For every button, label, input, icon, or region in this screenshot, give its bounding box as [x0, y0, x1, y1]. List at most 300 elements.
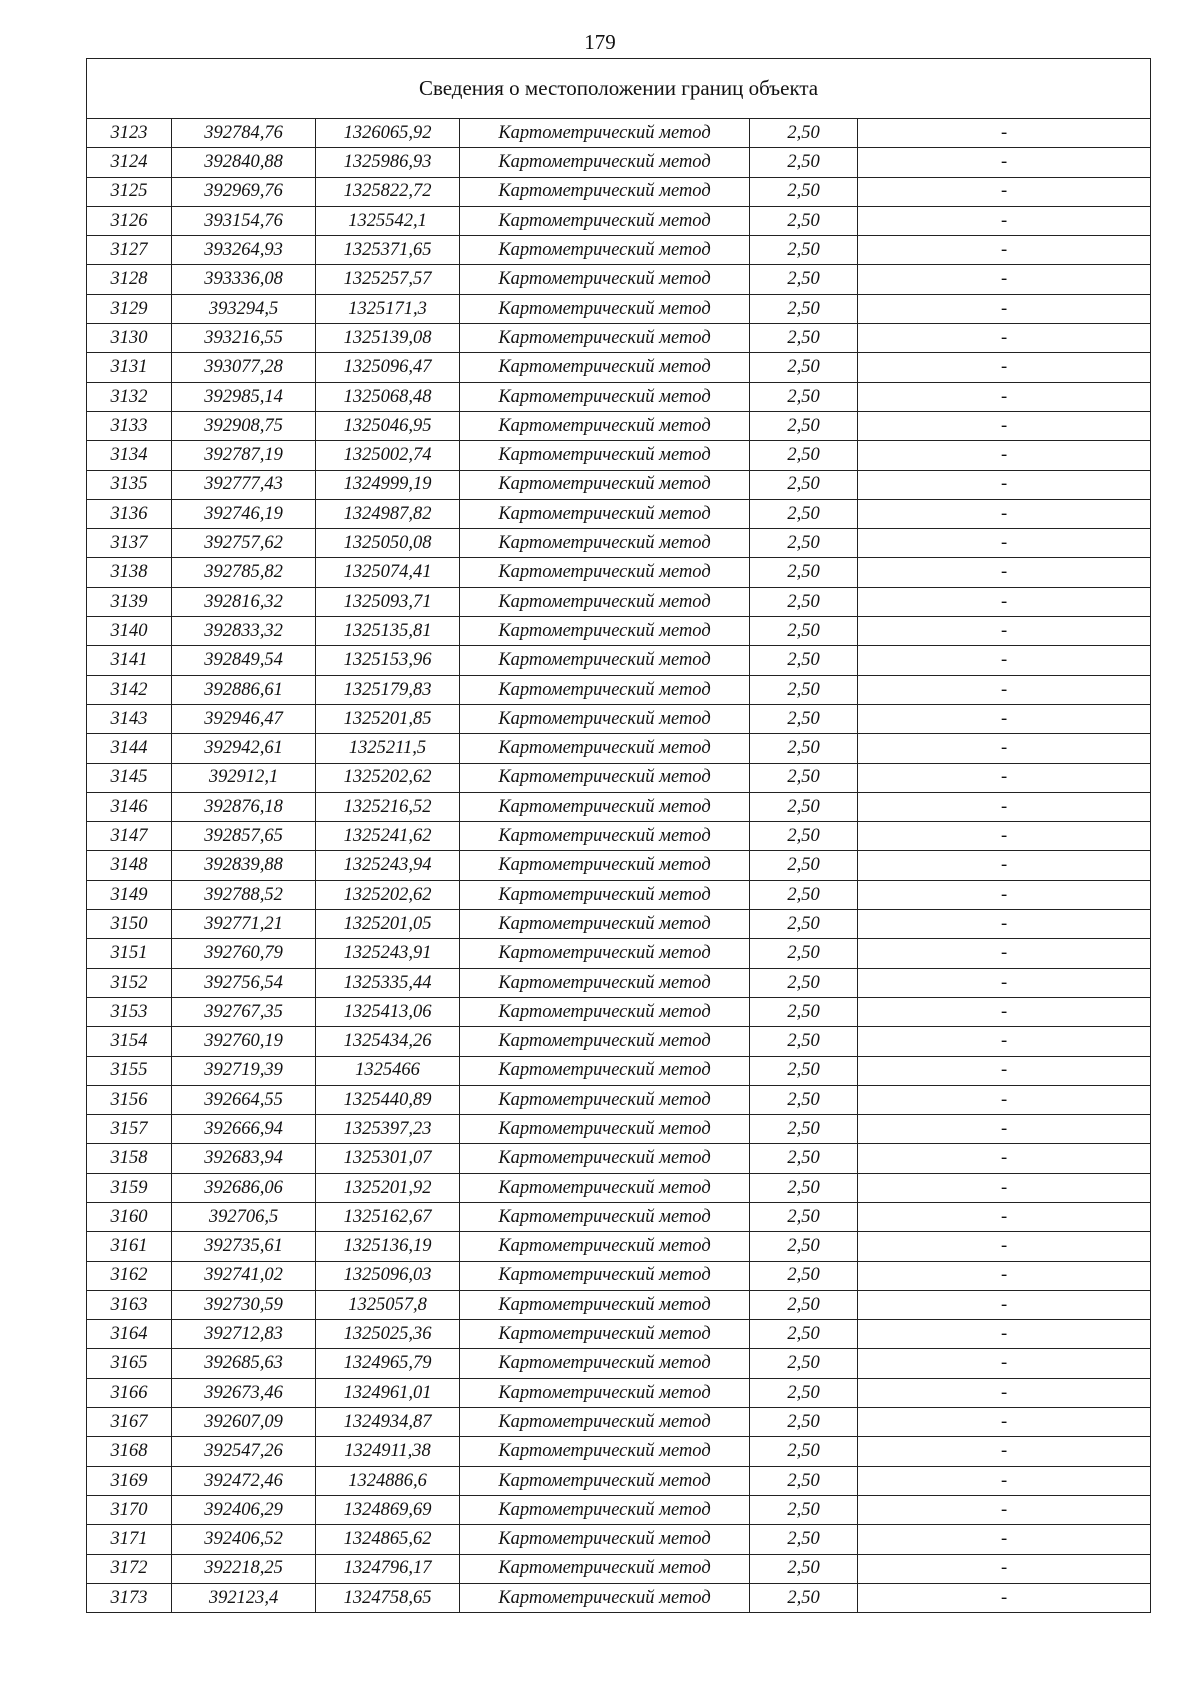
method-cell: Картометрический метод [460, 734, 750, 763]
point-number-cell: 3155 [87, 1056, 172, 1085]
method-cell: Картометрический метод [460, 968, 750, 997]
accuracy-cell: 2,50 [750, 206, 858, 235]
method-cell: Картометрический метод [460, 499, 750, 528]
accuracy-cell: 2,50 [750, 441, 858, 470]
x-coordinate-cell: 392719,39 [172, 1056, 316, 1085]
method-cell: Картометрический метод [460, 177, 750, 206]
accuracy-cell: 2,50 [750, 177, 858, 206]
description-cell: - [858, 529, 1151, 558]
description-cell: - [858, 1583, 1151, 1612]
table-row [87, 1349, 1151, 1378]
coordinates-table [86, 58, 1151, 1613]
point-number-cell: 3149 [87, 880, 172, 909]
y-coordinate-cell: 1325179,83 [316, 675, 460, 704]
table-row [87, 646, 1151, 675]
method-cell: Картометрический метод [460, 822, 750, 851]
point-number-cell: 3131 [87, 353, 172, 382]
point-number-cell: 3138 [87, 558, 172, 587]
description-cell: - [858, 1437, 1151, 1466]
description-cell: - [858, 1173, 1151, 1202]
table-row [87, 1115, 1151, 1144]
point-number-cell: 3165 [87, 1349, 172, 1378]
method-cell: Картометрический метод [460, 529, 750, 558]
y-coordinate-cell: 1325440,89 [316, 1085, 460, 1114]
x-coordinate-cell: 392760,79 [172, 939, 316, 968]
x-coordinate-cell: 392942,61 [172, 734, 316, 763]
accuracy-cell: 2,50 [750, 148, 858, 177]
table-row [87, 1466, 1151, 1495]
x-coordinate-cell: 392673,46 [172, 1378, 316, 1407]
method-cell: Картометрический метод [460, 880, 750, 909]
x-coordinate-cell: 392816,32 [172, 587, 316, 616]
y-coordinate-cell: 1325050,08 [316, 529, 460, 558]
table-row [87, 851, 1151, 880]
accuracy-cell: 2,50 [750, 822, 858, 851]
accuracy-cell: 2,50 [750, 499, 858, 528]
y-coordinate-cell: 1325371,65 [316, 236, 460, 265]
accuracy-cell: 2,50 [750, 646, 858, 675]
accuracy-cell: 2,50 [750, 382, 858, 411]
table-row [87, 1320, 1151, 1349]
method-cell: Картометрический метод [460, 617, 750, 646]
method-cell: Картометрический метод [460, 1408, 750, 1437]
point-number-cell: 3126 [87, 206, 172, 235]
y-coordinate-cell: 1325241,62 [316, 822, 460, 851]
table-row [87, 499, 1151, 528]
accuracy-cell: 2,50 [750, 1466, 858, 1495]
description-cell: - [858, 1466, 1151, 1495]
table-caption-row [87, 59, 1151, 119]
table-row [87, 353, 1151, 382]
y-coordinate-cell: 1325068,48 [316, 382, 460, 411]
description-cell: - [858, 1349, 1151, 1378]
y-coordinate-cell: 1325542,1 [316, 206, 460, 235]
method-cell: Картометрический метод [460, 851, 750, 880]
description-cell: - [858, 499, 1151, 528]
point-number-cell: 3135 [87, 470, 172, 499]
y-coordinate-cell: 1325434,26 [316, 1027, 460, 1056]
table-row [87, 1027, 1151, 1056]
accuracy-cell: 2,50 [750, 704, 858, 733]
y-coordinate-cell: 1325139,08 [316, 324, 460, 353]
description-cell: - [858, 968, 1151, 997]
x-coordinate-cell: 392985,14 [172, 382, 316, 411]
point-number-cell: 3123 [87, 119, 172, 148]
accuracy-cell: 2,50 [750, 1232, 858, 1261]
method-cell: Картометрический метод [460, 206, 750, 235]
y-coordinate-cell: 1325216,52 [316, 792, 460, 821]
method-cell: Картометрический метод [460, 1173, 750, 1202]
point-number-cell: 3172 [87, 1554, 172, 1583]
x-coordinate-cell: 392741,02 [172, 1261, 316, 1290]
accuracy-cell: 2,50 [750, 939, 858, 968]
table-row [87, 441, 1151, 470]
point-number-cell: 3124 [87, 148, 172, 177]
method-cell: Картометрический метод [460, 324, 750, 353]
accuracy-cell: 2,50 [750, 880, 858, 909]
method-cell: Картометрический метод [460, 704, 750, 733]
method-cell: Картометрический метод [460, 119, 750, 148]
description-cell: - [858, 1261, 1151, 1290]
point-number-cell: 3141 [87, 646, 172, 675]
method-cell: Картометрический метод [460, 1290, 750, 1319]
table-row [87, 1378, 1151, 1407]
x-coordinate-cell: 393077,28 [172, 353, 316, 382]
y-coordinate-cell: 1325096,03 [316, 1261, 460, 1290]
table-row [87, 1144, 1151, 1173]
description-cell: - [858, 792, 1151, 821]
method-cell: Картометрический метод [460, 675, 750, 704]
accuracy-cell: 2,50 [750, 1085, 858, 1114]
accuracy-cell: 2,50 [750, 119, 858, 148]
description-cell: - [858, 734, 1151, 763]
method-cell: Картометрический метод [460, 910, 750, 939]
accuracy-cell: 2,50 [750, 1349, 858, 1378]
method-cell: Картометрический метод [460, 1437, 750, 1466]
table-row [87, 411, 1151, 440]
accuracy-cell: 2,50 [750, 529, 858, 558]
accuracy-cell: 2,50 [750, 1437, 858, 1466]
y-coordinate-cell: 1325822,72 [316, 177, 460, 206]
table-row [87, 1056, 1151, 1085]
point-number-cell: 3142 [87, 675, 172, 704]
x-coordinate-cell: 392735,61 [172, 1232, 316, 1261]
y-coordinate-cell: 1324758,65 [316, 1583, 460, 1612]
y-coordinate-cell: 1325046,95 [316, 411, 460, 440]
y-coordinate-cell: 1324796,17 [316, 1554, 460, 1583]
description-cell: - [858, 822, 1151, 851]
description-cell: - [858, 675, 1151, 704]
x-coordinate-cell: 392767,35 [172, 997, 316, 1026]
y-coordinate-cell: 1325162,67 [316, 1202, 460, 1231]
table-row [87, 1085, 1151, 1114]
point-number-cell: 3129 [87, 294, 172, 323]
description-cell: - [858, 851, 1151, 880]
point-number-cell: 3157 [87, 1115, 172, 1144]
description-cell: - [858, 382, 1151, 411]
description-cell: - [858, 265, 1151, 294]
description-cell: - [858, 353, 1151, 382]
point-number-cell: 3132 [87, 382, 172, 411]
accuracy-cell: 2,50 [750, 1525, 858, 1554]
description-cell: - [858, 470, 1151, 499]
accuracy-cell: 2,50 [750, 1173, 858, 1202]
accuracy-cell: 2,50 [750, 1554, 858, 1583]
y-coordinate-cell: 1325202,62 [316, 880, 460, 909]
description-cell: - [858, 704, 1151, 733]
table-row [87, 324, 1151, 353]
description-cell: - [858, 763, 1151, 792]
x-coordinate-cell: 392912,1 [172, 763, 316, 792]
y-coordinate-cell: 1325093,71 [316, 587, 460, 616]
description-cell: - [858, 939, 1151, 968]
accuracy-cell: 2,50 [750, 558, 858, 587]
table-row [87, 1437, 1151, 1466]
x-coordinate-cell: 392683,94 [172, 1144, 316, 1173]
accuracy-cell: 2,50 [750, 587, 858, 616]
x-coordinate-cell: 392712,83 [172, 1320, 316, 1349]
description-cell: - [858, 324, 1151, 353]
description-cell: - [858, 1144, 1151, 1173]
table-row [87, 529, 1151, 558]
table-row [87, 1525, 1151, 1554]
y-coordinate-cell: 1324934,87 [316, 1408, 460, 1437]
method-cell: Картометрический метод [460, 353, 750, 382]
x-coordinate-cell: 392785,82 [172, 558, 316, 587]
description-cell: - [858, 1056, 1151, 1085]
description-cell: - [858, 558, 1151, 587]
y-coordinate-cell: 1324999,19 [316, 470, 460, 499]
table-row [87, 206, 1151, 235]
method-cell: Картометрический метод [460, 1349, 750, 1378]
point-number-cell: 3153 [87, 997, 172, 1026]
description-cell: - [858, 294, 1151, 323]
method-cell: Картометрический метод [460, 1144, 750, 1173]
point-number-cell: 3150 [87, 910, 172, 939]
table-row [87, 1495, 1151, 1524]
y-coordinate-cell: 1324911,38 [316, 1437, 460, 1466]
point-number-cell: 3173 [87, 1583, 172, 1612]
x-coordinate-cell: 392406,29 [172, 1495, 316, 1524]
x-coordinate-cell: 392746,19 [172, 499, 316, 528]
accuracy-cell: 2,50 [750, 411, 858, 440]
method-cell: Картометрический метод [460, 1261, 750, 1290]
accuracy-cell: 2,50 [750, 1290, 858, 1319]
description-cell: - [858, 1027, 1151, 1056]
x-coordinate-cell: 392777,43 [172, 470, 316, 499]
description-cell: - [858, 646, 1151, 675]
y-coordinate-cell: 1324965,79 [316, 1349, 460, 1378]
accuracy-cell: 2,50 [750, 910, 858, 939]
x-coordinate-cell: 392730,59 [172, 1290, 316, 1319]
table-row [87, 177, 1151, 206]
x-coordinate-cell: 392886,61 [172, 675, 316, 704]
method-cell: Картометрический метод [460, 411, 750, 440]
table-row [87, 968, 1151, 997]
accuracy-cell: 2,50 [750, 294, 858, 323]
description-cell: - [858, 236, 1151, 265]
x-coordinate-cell: 392839,88 [172, 851, 316, 880]
accuracy-cell: 2,50 [750, 324, 858, 353]
method-cell: Картометрический метод [460, 1554, 750, 1583]
method-cell: Картометрический метод [460, 646, 750, 675]
description-cell: - [858, 1525, 1151, 1554]
x-coordinate-cell: 392218,25 [172, 1554, 316, 1583]
point-number-cell: 3156 [87, 1085, 172, 1114]
y-coordinate-cell: 1325202,62 [316, 763, 460, 792]
description-cell: - [858, 148, 1151, 177]
y-coordinate-cell: 1325057,8 [316, 1290, 460, 1319]
description-cell: - [858, 441, 1151, 470]
point-number-cell: 3133 [87, 411, 172, 440]
x-coordinate-cell: 393336,08 [172, 265, 316, 294]
table-row [87, 148, 1151, 177]
x-coordinate-cell: 392840,88 [172, 148, 316, 177]
x-coordinate-cell: 392607,09 [172, 1408, 316, 1437]
x-coordinate-cell: 392664,55 [172, 1085, 316, 1114]
accuracy-cell: 2,50 [750, 968, 858, 997]
table-row [87, 675, 1151, 704]
accuracy-cell: 2,50 [750, 675, 858, 704]
method-cell: Картометрический метод [460, 1583, 750, 1612]
table-row [87, 734, 1151, 763]
description-cell: - [858, 1290, 1151, 1319]
y-coordinate-cell: 1325301,07 [316, 1144, 460, 1173]
method-cell: Картометрический метод [460, 1495, 750, 1524]
method-cell: Картометрический метод [460, 792, 750, 821]
description-cell: - [858, 880, 1151, 909]
point-number-cell: 3139 [87, 587, 172, 616]
table-row [87, 294, 1151, 323]
point-number-cell: 3160 [87, 1202, 172, 1231]
table-row [87, 1583, 1151, 1612]
table-row [87, 910, 1151, 939]
method-cell: Картометрический метод [460, 1466, 750, 1495]
x-coordinate-cell: 392833,32 [172, 617, 316, 646]
method-cell: Картометрический метод [460, 1232, 750, 1261]
method-cell: Картометрический метод [460, 1320, 750, 1349]
point-number-cell: 3128 [87, 265, 172, 294]
x-coordinate-cell: 392771,21 [172, 910, 316, 939]
x-coordinate-cell: 392706,5 [172, 1202, 316, 1231]
method-cell: Картометрический метод [460, 1202, 750, 1231]
description-cell: - [858, 206, 1151, 235]
y-coordinate-cell: 1324886,6 [316, 1466, 460, 1495]
y-coordinate-cell: 1325413,06 [316, 997, 460, 1026]
y-coordinate-cell: 1324865,62 [316, 1525, 460, 1554]
table-row [87, 1290, 1151, 1319]
method-cell: Картометрический метод [460, 236, 750, 265]
table-row [87, 1202, 1151, 1231]
method-cell: Картометрический метод [460, 294, 750, 323]
y-coordinate-cell: 1325171,3 [316, 294, 460, 323]
description-cell: - [858, 1378, 1151, 1407]
table-row [87, 939, 1151, 968]
y-coordinate-cell: 1325986,93 [316, 148, 460, 177]
point-number-cell: 3140 [87, 617, 172, 646]
accuracy-cell: 2,50 [750, 1144, 858, 1173]
accuracy-cell: 2,50 [750, 1027, 858, 1056]
accuracy-cell: 2,50 [750, 1056, 858, 1085]
description-cell: - [858, 1115, 1151, 1144]
table-row [87, 587, 1151, 616]
x-coordinate-cell: 392969,76 [172, 177, 316, 206]
method-cell: Картометрический метод [460, 587, 750, 616]
point-number-cell: 3162 [87, 1261, 172, 1290]
point-number-cell: 3147 [87, 822, 172, 851]
x-coordinate-cell: 392946,47 [172, 704, 316, 733]
x-coordinate-cell: 392547,26 [172, 1437, 316, 1466]
method-cell: Картометрический метод [460, 939, 750, 968]
description-cell: - [858, 1085, 1151, 1114]
point-number-cell: 3145 [87, 763, 172, 792]
accuracy-cell: 2,50 [750, 236, 858, 265]
x-coordinate-cell: 392472,46 [172, 1466, 316, 1495]
x-coordinate-cell: 392666,94 [172, 1115, 316, 1144]
y-coordinate-cell: 1325397,23 [316, 1115, 460, 1144]
method-cell: Картометрический метод [460, 1115, 750, 1144]
point-number-cell: 3136 [87, 499, 172, 528]
table-row [87, 265, 1151, 294]
table-row [87, 119, 1151, 148]
table-row [87, 1232, 1151, 1261]
x-coordinate-cell: 393264,93 [172, 236, 316, 265]
point-number-cell: 3148 [87, 851, 172, 880]
table-row [87, 1554, 1151, 1583]
table-title: Сведения о местоположении границ объекта [87, 59, 1151, 119]
method-cell: Картометрический метод [460, 1027, 750, 1056]
point-number-cell: 3144 [87, 734, 172, 763]
y-coordinate-cell: 1325136,19 [316, 1232, 460, 1261]
x-coordinate-cell: 392406,52 [172, 1525, 316, 1554]
method-cell: Картометрический метод [460, 1056, 750, 1085]
description-cell: - [858, 1408, 1151, 1437]
y-coordinate-cell: 1325257,57 [316, 265, 460, 294]
table-row [87, 704, 1151, 733]
y-coordinate-cell: 1325153,96 [316, 646, 460, 675]
y-coordinate-cell: 1324869,69 [316, 1495, 460, 1524]
accuracy-cell: 2,50 [750, 617, 858, 646]
y-coordinate-cell: 1325211,5 [316, 734, 460, 763]
y-coordinate-cell: 1325074,41 [316, 558, 460, 587]
x-coordinate-cell: 392849,54 [172, 646, 316, 675]
point-number-cell: 3168 [87, 1437, 172, 1466]
point-number-cell: 3163 [87, 1290, 172, 1319]
method-cell: Картометрический метод [460, 441, 750, 470]
description-cell: - [858, 910, 1151, 939]
accuracy-cell: 2,50 [750, 734, 858, 763]
y-coordinate-cell: 1325025,36 [316, 1320, 460, 1349]
x-coordinate-cell: 392757,62 [172, 529, 316, 558]
point-number-cell: 3167 [87, 1408, 172, 1437]
table-row [87, 617, 1151, 646]
point-number-cell: 3166 [87, 1378, 172, 1407]
point-number-cell: 3161 [87, 1232, 172, 1261]
y-coordinate-cell: 1325002,74 [316, 441, 460, 470]
y-coordinate-cell: 1325243,94 [316, 851, 460, 880]
accuracy-cell: 2,50 [750, 1320, 858, 1349]
accuracy-cell: 2,50 [750, 997, 858, 1026]
table-row [87, 997, 1151, 1026]
method-cell: Картометрический метод [460, 265, 750, 294]
point-number-cell: 3130 [87, 324, 172, 353]
description-cell: - [858, 1232, 1151, 1261]
description-cell: - [858, 411, 1151, 440]
accuracy-cell: 2,50 [750, 1495, 858, 1524]
method-cell: Картометрический метод [460, 382, 750, 411]
x-coordinate-cell: 392787,19 [172, 441, 316, 470]
y-coordinate-cell: 1325243,91 [316, 939, 460, 968]
point-number-cell: 3125 [87, 177, 172, 206]
x-coordinate-cell: 392876,18 [172, 792, 316, 821]
x-coordinate-cell: 392123,4 [172, 1583, 316, 1612]
y-coordinate-cell: 1325201,85 [316, 704, 460, 733]
point-number-cell: 3171 [87, 1525, 172, 1554]
description-cell: - [858, 617, 1151, 646]
page-number: 179 [584, 30, 616, 54]
point-number-cell: 3143 [87, 704, 172, 733]
description-cell: - [858, 1320, 1151, 1349]
y-coordinate-cell: 1325201,05 [316, 910, 460, 939]
table-row [87, 1173, 1151, 1202]
method-cell: Картометрический метод [460, 1085, 750, 1114]
accuracy-cell: 2,50 [750, 470, 858, 499]
point-number-cell: 3146 [87, 792, 172, 821]
accuracy-cell: 2,50 [750, 851, 858, 880]
accuracy-cell: 2,50 [750, 1378, 858, 1407]
table-row [87, 558, 1151, 587]
point-number-cell: 3170 [87, 1495, 172, 1524]
